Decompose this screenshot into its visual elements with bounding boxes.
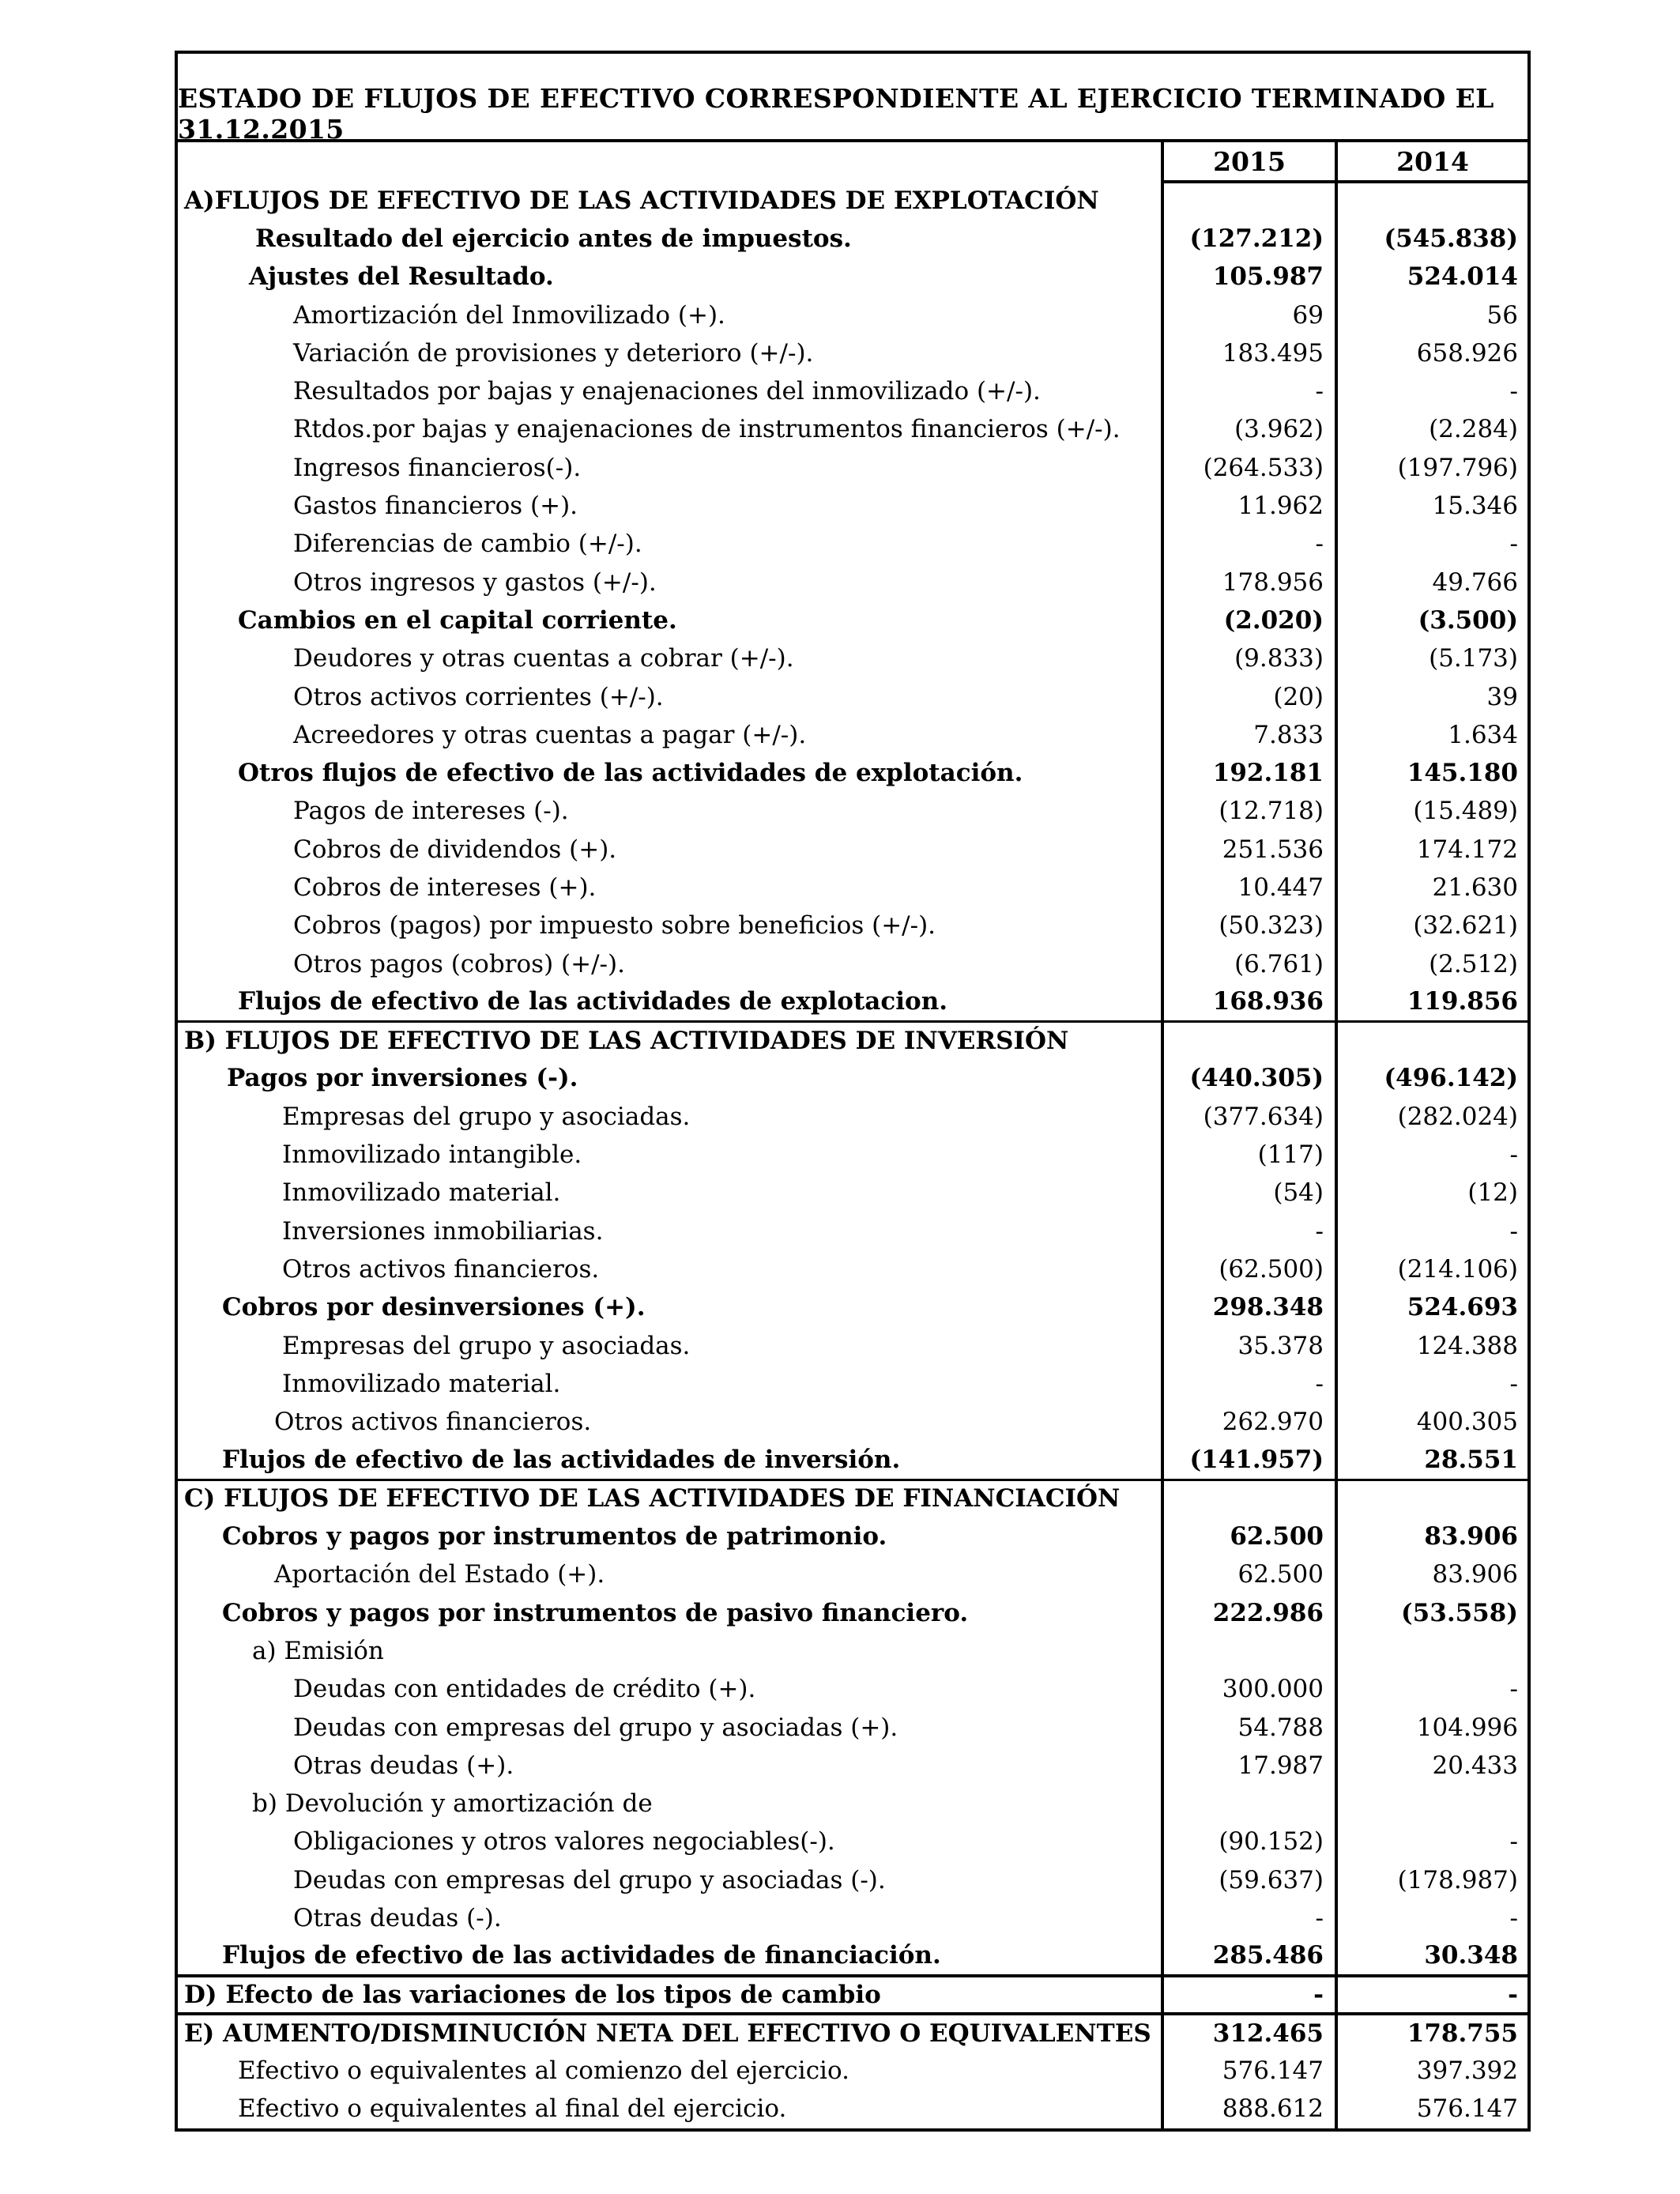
value-2014: 145.180	[1336, 754, 1527, 792]
table-row	[178, 449, 1527, 487]
row-label: Otros pagos (cobros) (+/-).	[293, 949, 625, 978]
row-label: Otras deudas (-).	[293, 1904, 502, 1932]
row-label: Cobros por desinversiones (+).	[222, 1293, 646, 1322]
year-2015-header: 2015	[1162, 142, 1336, 182]
value-2015: -	[1162, 1899, 1336, 1937]
value-2014: (15.489)	[1336, 793, 1527, 831]
value-2015: 222.986	[1162, 1594, 1336, 1632]
value-2014: 576.147	[1336, 2090, 1527, 2128]
row-label: Efectivo o equivalentes al comienzo del ejercicio.	[238, 2056, 849, 2086]
table-row	[178, 754, 1527, 792]
value-2014: -	[1336, 1823, 1527, 1861]
row-label: B) FLUJOS DE EFECTIVO DE LAS ACTIVIDADES DE INVERSIÓN	[184, 1026, 1069, 1055]
value-2014: 524.693	[1336, 1289, 1527, 1327]
value-2015: 17.987	[1162, 1747, 1336, 1785]
value-2015	[1162, 182, 1336, 220]
year-2014-header: 2014	[1336, 142, 1527, 182]
value-2014: (282.024)	[1336, 1098, 1527, 1136]
table-row	[178, 1365, 1527, 1403]
value-2014: 104.996	[1336, 1709, 1527, 1747]
value-2015: (20)	[1162, 678, 1336, 716]
row-label: Aportación del Estado (+).	[274, 1560, 605, 1589]
value-2015: (90.152)	[1162, 1823, 1336, 1861]
value-2014: (32.621)	[1336, 907, 1527, 945]
value-2015: (141.957)	[1162, 1442, 1336, 1480]
value-2014: 15.346	[1336, 487, 1527, 525]
row-label: b) Devolución y amortización de	[252, 1789, 653, 1819]
row-label: Variación de provisiones y deterioro (+/-).	[293, 338, 814, 368]
table-row	[178, 1098, 1527, 1136]
table-row	[178, 1404, 1527, 1442]
table-row	[178, 1709, 1527, 1747]
row-label: Deudas con empresas del grupo y asociadas (+).	[293, 1713, 898, 1742]
value-2015: -	[1162, 372, 1336, 410]
table-row	[178, 334, 1527, 372]
value-2014: 28.551	[1336, 1442, 1527, 1480]
row-label: Ajustes del Resultado.	[249, 262, 554, 292]
value-2014: (214.106)	[1336, 1250, 1527, 1288]
value-2014: -	[1336, 526, 1527, 564]
table-row	[178, 1976, 1527, 2014]
table-row	[178, 2014, 1527, 2052]
table-row	[178, 1480, 1527, 1517]
value-2015: (50.323)	[1162, 907, 1336, 945]
table-row	[178, 869, 1527, 907]
value-2015: 576.147	[1162, 2053, 1336, 2090]
row-label: Otros flujos de efectivo de las actividades de explotación.	[238, 759, 1023, 788]
value-2015: 105.987	[1162, 258, 1336, 296]
row-label: Cobros de intereses (+).	[293, 873, 597, 902]
value-2014: (496.142)	[1336, 1060, 1527, 1098]
row-label: E) AUMENTO/DISMINUCIÓN NETA DEL EFECTIVO O EQUIVALENTES	[184, 2019, 1151, 2048]
statement-title: ESTADO DE FLUJOS DE EFECTIVO CORRESPONDIENTE AL EJERCICIO TERMINADO EL 31.12.2015	[178, 83, 1494, 145]
value-2015: (264.533)	[1162, 449, 1336, 487]
value-2015: 285.486	[1162, 1938, 1336, 1976]
row-label: Pagos por inversiones (-).	[227, 1064, 578, 1093]
table-row	[178, 1517, 1527, 1555]
table-row	[178, 564, 1527, 601]
row-label: Amortización del Inmovilizado (+).	[293, 300, 725, 330]
row-label: Inmovilizado material.	[282, 1178, 561, 1208]
value-2015: -	[1162, 1976, 1336, 2014]
value-2015: -	[1162, 1212, 1336, 1250]
value-2014: 49.766	[1336, 564, 1527, 601]
value-2014: 124.388	[1336, 1327, 1527, 1365]
table-row	[178, 296, 1527, 334]
row-label: Diferencias de cambio (+/-).	[293, 530, 642, 559]
value-2014: (12)	[1336, 1174, 1527, 1212]
row-label: Empresas del grupo y asociadas.	[282, 1331, 691, 1360]
value-2014: 83.906	[1336, 1517, 1527, 1555]
cash-flow-table	[178, 142, 1527, 2128]
table-row	[178, 1671, 1527, 1709]
value-2015: (54)	[1162, 1174, 1336, 1212]
value-2014: (3.500)	[1336, 601, 1527, 639]
table-row	[178, 182, 1527, 220]
value-2014: 56	[1336, 296, 1527, 334]
value-2014: (545.838)	[1336, 220, 1527, 258]
row-label: Flujos de efectivo de las actividades de financiación.	[178, 1938, 1162, 1976]
row-label: D) Efecto de las variaciones de los tipos de cambio	[178, 1976, 1162, 2014]
value-2014: 178.755	[1336, 2014, 1527, 2052]
table-row	[178, 487, 1527, 525]
value-2014: 400.305	[1336, 1404, 1527, 1442]
value-2014: 119.856	[1336, 983, 1527, 1021]
row-label: Flujos de efectivo de las actividades de inversión.	[178, 1442, 1162, 1480]
row-label: Cobros y pagos por instrumentos de pasivo financiero.	[222, 1598, 969, 1627]
value-2015: 300.000	[1162, 1671, 1336, 1709]
row-label: Deudores y otras cuentas a cobrar (+/-).	[293, 644, 794, 673]
table-row	[178, 1212, 1527, 1250]
value-2015: 7.833	[1162, 716, 1336, 754]
value-2014: 20.433	[1336, 1747, 1527, 1785]
value-2015: 312.465	[1162, 2014, 1336, 2052]
value-2014: -	[1336, 1671, 1527, 1709]
table-row	[178, 2090, 1527, 2128]
table-row	[178, 983, 1527, 1021]
row-label: a) Emisión	[252, 1636, 384, 1665]
value-2015: 183.495	[1162, 334, 1336, 372]
value-2014: -	[1336, 1365, 1527, 1403]
value-2014: (2.284)	[1336, 411, 1527, 449]
row-label: Obligaciones y otros valores negociables(-).	[293, 1827, 835, 1857]
row-label: Flujos de efectivo de las actividades de explotacion.	[178, 983, 1162, 1021]
row-label: Efectivo o equivalentes al final del ejercicio.	[238, 2094, 787, 2124]
table-row	[178, 793, 1527, 831]
table-row	[178, 1174, 1527, 1212]
value-2015	[1162, 1785, 1336, 1823]
row-label: Inmovilizado intangible.	[282, 1140, 582, 1170]
row-label: Gastos financieros (+).	[293, 492, 578, 521]
row-label: Resultado del ejercicio antes de impuestos.	[255, 224, 852, 253]
row-label: Deudas con entidades de crédito (+).	[293, 1675, 756, 1704]
row-label: C) FLUJOS DE EFECTIVO DE LAS ACTIVIDADES DE FINANCIACIÓN	[184, 1484, 1121, 1514]
cash-flow-statement	[175, 51, 1531, 2132]
value-2015: -	[1162, 1365, 1336, 1403]
table-row	[178, 1632, 1527, 1670]
value-2015: (62.500)	[1162, 1250, 1336, 1288]
value-2015: 69	[1162, 296, 1336, 334]
value-2015: 35.378	[1162, 1327, 1336, 1365]
value-2014: 397.392	[1336, 2053, 1527, 2090]
value-2014: 174.172	[1336, 831, 1527, 869]
value-2015: 888.612	[1162, 2090, 1336, 2128]
row-label: Acreedores y otras cuentas a pagar (+/-).	[293, 720, 807, 749]
table-row	[178, 1861, 1527, 1899]
value-2015: (2.020)	[1162, 601, 1336, 639]
row-label: Cobros de dividendos (+).	[293, 835, 617, 864]
value-2014: -	[1336, 372, 1527, 410]
table-row	[178, 831, 1527, 869]
table-row	[178, 1327, 1527, 1365]
table-row	[178, 907, 1527, 945]
value-2015: (127.212)	[1162, 220, 1336, 258]
value-2014: (5.173)	[1336, 640, 1527, 678]
row-label: Resultados por bajas y enajenaciones del inmovilizado (+/-).	[293, 377, 1041, 406]
value-2015: (59.637)	[1162, 1861, 1336, 1899]
value-2015: (6.761)	[1162, 945, 1336, 983]
value-2014: 658.926	[1336, 334, 1527, 372]
table-row	[178, 1060, 1527, 1098]
row-label: Otros activos financieros.	[274, 1408, 592, 1437]
row-label: Otros ingresos y gastos (+/-).	[293, 567, 657, 597]
value-2015: 62.500	[1162, 1517, 1336, 1555]
table-row	[178, 1594, 1527, 1632]
table-row	[178, 372, 1527, 410]
table-row	[178, 220, 1527, 258]
header-blank	[178, 142, 1162, 182]
value-2014: (178.987)	[1336, 1861, 1527, 1899]
table-row	[178, 1938, 1527, 1976]
value-2014: -	[1336, 1212, 1527, 1250]
table-row	[178, 1899, 1527, 1937]
value-2015: (440.305)	[1162, 1060, 1336, 1098]
value-2014	[1336, 182, 1527, 220]
table-row	[178, 1823, 1527, 1861]
table-row	[178, 716, 1527, 754]
value-2014: -	[1336, 1899, 1527, 1937]
table-row	[178, 678, 1527, 716]
value-2015: (3.962)	[1162, 411, 1336, 449]
table-row	[178, 2053, 1527, 2090]
value-2015	[1162, 1632, 1336, 1670]
value-2015: (377.634)	[1162, 1098, 1336, 1136]
value-2014: 39	[1336, 678, 1527, 716]
value-2014: 30.348	[1336, 1938, 1527, 1976]
row-label: Cambios en el capital corriente.	[238, 605, 677, 635]
row-label: Empresas del grupo y asociadas.	[282, 1102, 691, 1131]
value-2015: 168.936	[1162, 983, 1336, 1021]
value-2014: 83.906	[1336, 1556, 1527, 1594]
table-row	[178, 1250, 1527, 1288]
row-label: Rtdos.por bajas y enajenaciones de instrumentos financieros (+/-).	[293, 415, 1121, 444]
value-2014: (2.512)	[1336, 945, 1527, 983]
table-row	[178, 640, 1527, 678]
table-row	[178, 1785, 1527, 1823]
value-2014	[1336, 1785, 1527, 1823]
value-2015	[1162, 1022, 1336, 1060]
row-label: Deudas con empresas del grupo y asociadas (-).	[293, 1865, 886, 1894]
value-2014: 1.634	[1336, 716, 1527, 754]
value-2015: 11.962	[1162, 487, 1336, 525]
value-2015: 62.500	[1162, 1556, 1336, 1594]
row-label: Otros activos corrientes (+/-).	[293, 682, 664, 711]
value-2014: 524.014	[1336, 258, 1527, 296]
row-label: Pagos de intereses (-).	[293, 797, 569, 826]
row-label: Inversiones inmobiliarias.	[282, 1216, 604, 1246]
value-2015: (9.833)	[1162, 640, 1336, 678]
value-2015: 251.536	[1162, 831, 1336, 869]
value-2014: -	[1336, 1976, 1527, 2014]
table-row	[178, 601, 1527, 639]
value-2014	[1336, 1022, 1527, 1060]
row-label: Cobros y pagos por instrumentos de patrimonio.	[222, 1522, 887, 1551]
table-row	[178, 1136, 1527, 1174]
table-row	[178, 1442, 1527, 1480]
table-row	[178, 258, 1527, 296]
table-row	[178, 411, 1527, 449]
value-2015: (12.718)	[1162, 793, 1336, 831]
value-2015	[1162, 1480, 1336, 1517]
value-2014	[1336, 1480, 1527, 1517]
row-label: Otras deudas (+).	[293, 1751, 514, 1780]
table-row	[178, 1022, 1527, 1060]
value-2014	[1336, 1632, 1527, 1670]
value-2015: 54.788	[1162, 1709, 1336, 1747]
row-label: Ingresos financieros(-).	[293, 453, 582, 482]
value-2015: 298.348	[1162, 1289, 1336, 1327]
header-row	[178, 142, 1527, 182]
table-row	[178, 945, 1527, 983]
table-row	[178, 1747, 1527, 1785]
row-label: Inmovilizado material.	[282, 1369, 561, 1398]
table-row	[178, 1289, 1527, 1327]
row-label: A)FLUJOS DE EFECTIVO DE LAS ACTIVIDADES DE EXPLOTACIÓN	[184, 186, 1099, 215]
table-row	[178, 1556, 1527, 1594]
value-2015: 10.447	[1162, 869, 1336, 907]
value-2014: (197.796)	[1336, 449, 1527, 487]
value-2015: -	[1162, 526, 1336, 564]
value-2014: -	[1336, 1136, 1527, 1174]
row-label: Otros activos financieros.	[282, 1254, 600, 1284]
title-row	[178, 54, 1527, 145]
row-label: Cobros (pagos) por impuesto sobre beneficios (+/-).	[293, 911, 936, 941]
value-2014: (53.558)	[1336, 1594, 1527, 1632]
value-2015: (117)	[1162, 1136, 1336, 1174]
value-2015: 262.970	[1162, 1404, 1336, 1442]
value-2015: 192.181	[1162, 754, 1336, 792]
table-row	[178, 526, 1527, 564]
value-2015: 178.956	[1162, 564, 1336, 601]
value-2014: 21.630	[1336, 869, 1527, 907]
